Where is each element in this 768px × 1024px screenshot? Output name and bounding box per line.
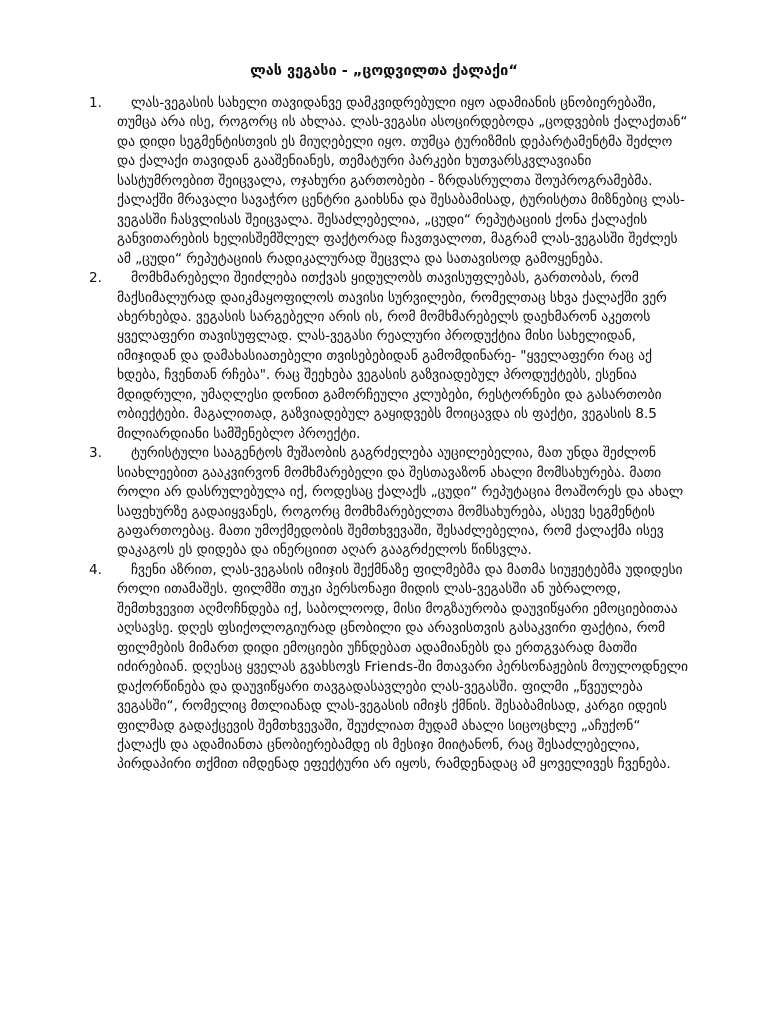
list-item — [89, 269, 689, 444]
page-title: ლას ვეგასი - „ცოდვილთა ქალაქი“ — [250, 63, 518, 79]
list-item-number: 2. — [89, 270, 102, 287]
list-item — [89, 561, 689, 775]
list-item — [89, 94, 689, 269]
list-item-text: მომხმარებელი შეიძლება ითქვას ყიდულობს თავისუფლებას, გართობას, რომ მაქსიმალურად დაიკმაყოფილოს თავისი სურვილები, რომელთაც სხვა ქალაქში ვერ ახერხებდა. ვეგასის სარგებელი არის ის, რომ მომხმარებელს დაეხმარონ აკეთოს ყველაფერი თავისუფლად. ლას-ვეგასი რეალური პროდუქტია მისი სახელიდან, იმიჯიდან და დამახასიათებელი თვისებებიდან გამომდინარე- "ყველაფერი რაც აქ ხდება, ჩვენთან რჩება". რაც შეეხება ვეგასის გაზვიადებულ პროდუქტებს, ესენია მდიდრული, უმაღლესი დონით გამორჩეული კლუბები, რესტორნები და გასართობი ობიექტები. მაგალითად, გაზვიადებულ გაყიდვებს მოიცავდა ის ფაქტი, ვეგასის 8.5 მილიარდიანი სამშენებლო პროექტი. — [117, 270, 667, 442]
list-item-number: 3. — [89, 445, 102, 462]
list-item-number: 4. — [89, 561, 102, 578]
list-item-text: ლას-ვეგასის სახელი თავიდანვე დამკვიდრებული იყო ადამიანის ცნობიერებაში, თუმცა არა ისე, როგორც ის ახლაა. ლას-ვეგასი ასოცირდებოდა „ცოდვების ქალაქთან“ და დიდი სეგმენტისთვის ეს მიუღებელი იყო. თუმცა ტურიზმის დეპარტამენტმა შეძლო და ქალაქი თავიდან გააშენიანეს, თემატური პარკები ხუთვარსკვლავიანი სასტუმროებით შეიცვალა, ოჯახური გართობები - ზრდასრულთა შოუპროგრამებმა. ქალაქში მრავალი სავაჭრო ცენტრი გაიხსნა და შესაბამისად, ტურისტთა მიზნებიც ლას-ვეგასში ჩასვლისას შეიცვალა. შესაძლებელია, „ცუდი“ რეპუტაციის ქონა ქალაქის განვითარების ხელისშემშლელ ფაქტორად ჩავთვალოთ, მაგრამ ლას-ვეგასში შეძლეს ამ „ცუდი“ რეპუტაციის რადიკალურად შეცვლა და სათავისოდ გამოყენება. — [117, 95, 688, 267]
numbered-list — [89, 94, 689, 775]
list-item-text: ტურისტული სააგენტოს მუშაობის გაგრძელება აუცილებელია, მათ უნდა შეძლონ სიახლეებით გააკვირვონ მომხმარებელი და შესთავაზონ ახალი მომსახურება. მათი როლი არ დასრულებულა იქ, როდესაც ქალაქს „ცუდი“ რეპუტაცია მოაშორეს და ახალ საფეხურზე გადაიყვანეს, როგორც მომხმარებელთა მომსახურება, ასევე სეგმენტის გაფართოებაც. მათი უმოქმედობის შემთხვევაში, შესაძლებელია, რომ ქალაქმა ისევ დაკაგოს ეს დიდება და ინერციით აღარ გააგრძელოს წინსვლა. — [117, 445, 684, 559]
list-item-text: ჩვენი აზრით, ლას-ვეგასის იმიჯის შექმნაზე ფილმებმა და მათმა სიუჟეტებმა უდიდესი როლი ითამაშეს. ფილმში თუკი პერსონაჟი მიდის ლას-ვეგასში ან უბრალოდ, შემთხვევით აღმოჩნდება იქ, საბოლოოდ, მისი მოგზაურობა დაუვიწყარი ემოციებითაა აღსავსე. დღეს ფსიქოლოგიურად ცნობილი და არავისთვის გასაკვირი ფაქტია, რომ ფილმების მიმართ დიდი ემოციები უჩნდებათ ადამიანებს და ერთგვარად მათში იძირებიან. დღესაც ყველას გვახსოვს Friends-ში მთავარი პერსონაჟების მოულოდნელი დაქორწინება და დაუვიწყარი თავგადასავლები ლას-ვეგასში. ფილმი „წვეულება ვეგასში“, რომელიც მთლიანად ლას-ვეგასის იმიჯს ქმნის. შესაბამისად, კარგი იდეის ფილმად გადაქცევის შემთხვევაში, შეუძლიათ მუდამ ახალი სიცოცხლე „აჩუქონ“ ქალაქს და ადამიანთა ცნობიერებამდე ის მესიჯი მიიტანონ, რაც შესაძლებელია, პირდაპირი თქმით იმდენად ეფექტური არ იყოს, რამდენადაც ამ ყოველივეს ჩვენება. — [117, 561, 689, 773]
list-item-number: 1. — [89, 95, 102, 111]
list-item — [89, 444, 689, 561]
